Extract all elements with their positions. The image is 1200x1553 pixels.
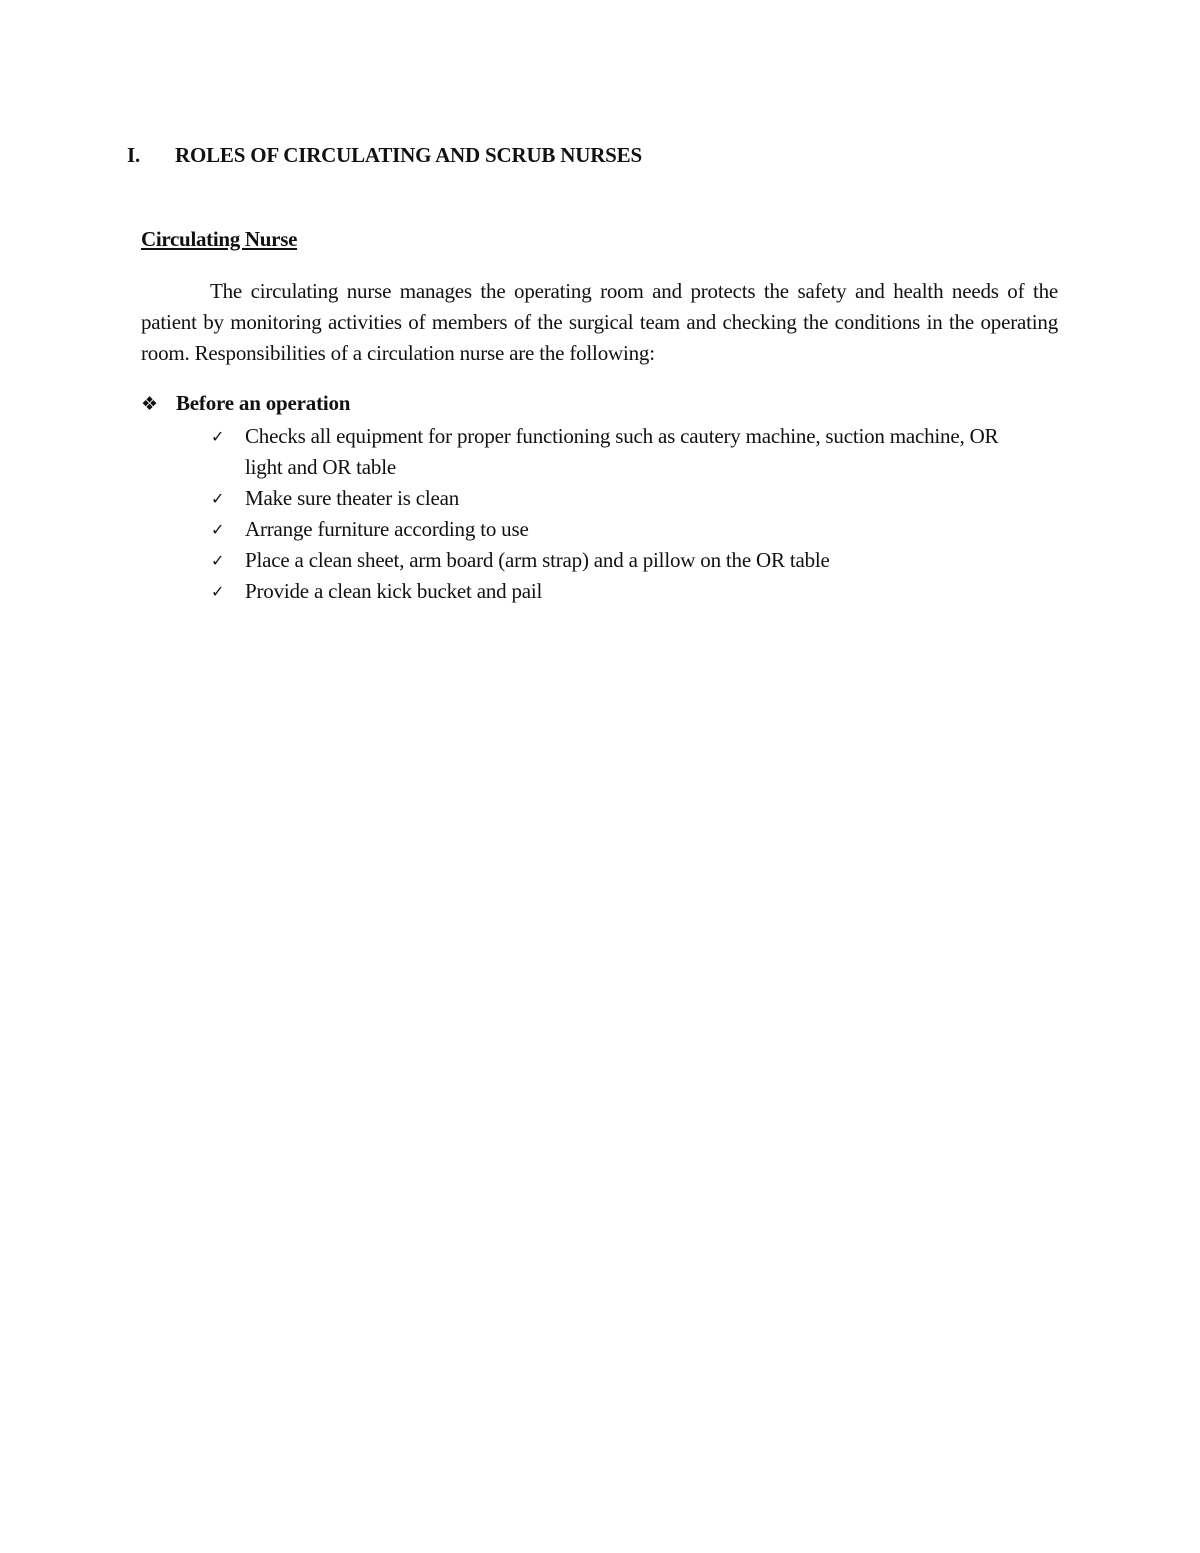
list-item-text: Place a clean sheet, arm board (arm strap) and a pillow on the OR table (245, 548, 830, 572)
checkmark-icon: ✓ (211, 489, 225, 508)
list-item-text: Make sure theater is clean (245, 486, 460, 510)
subheading-circulating-nurse: Circulating Nurse (141, 227, 298, 251)
responsibilities-list (211, 421, 1011, 607)
checkmark-icon: ✓ (211, 427, 225, 446)
list-item (211, 545, 1011, 576)
list-item (211, 514, 1011, 545)
heading-number: I. (127, 143, 141, 167)
before-operation-label: Before an operation (176, 391, 351, 415)
before-operation-title (141, 391, 350, 416)
checkmark-icon: ✓ (211, 551, 225, 570)
list-item (211, 483, 1011, 514)
heading-title: ROLES OF CIRCULATING AND SCRUB NURSES (175, 143, 642, 167)
list-item-text: Arrange furniture according to use (245, 517, 529, 541)
list-item-text: Provide a clean kick bucket and pail (245, 579, 543, 603)
diamond-bullet-icon: ❖ (141, 393, 158, 415)
list-item (211, 421, 1011, 483)
list-item (211, 576, 1011, 607)
checkmark-icon: ✓ (211, 520, 225, 539)
intro-paragraph: The circulating nurse manages the operating room and protects the safety and health needs of the patient by monitoring activities of members of the surgical team and checking the conditions in the operating room. Responsibilities of a circulation nurse are the following: (141, 279, 1058, 365)
section-heading (127, 143, 642, 168)
checkmark-icon: ✓ (211, 582, 225, 601)
list-item-text: Checks all equipment for proper functioning such as cautery machine, suction machine, OR light and OR table (245, 424, 999, 479)
